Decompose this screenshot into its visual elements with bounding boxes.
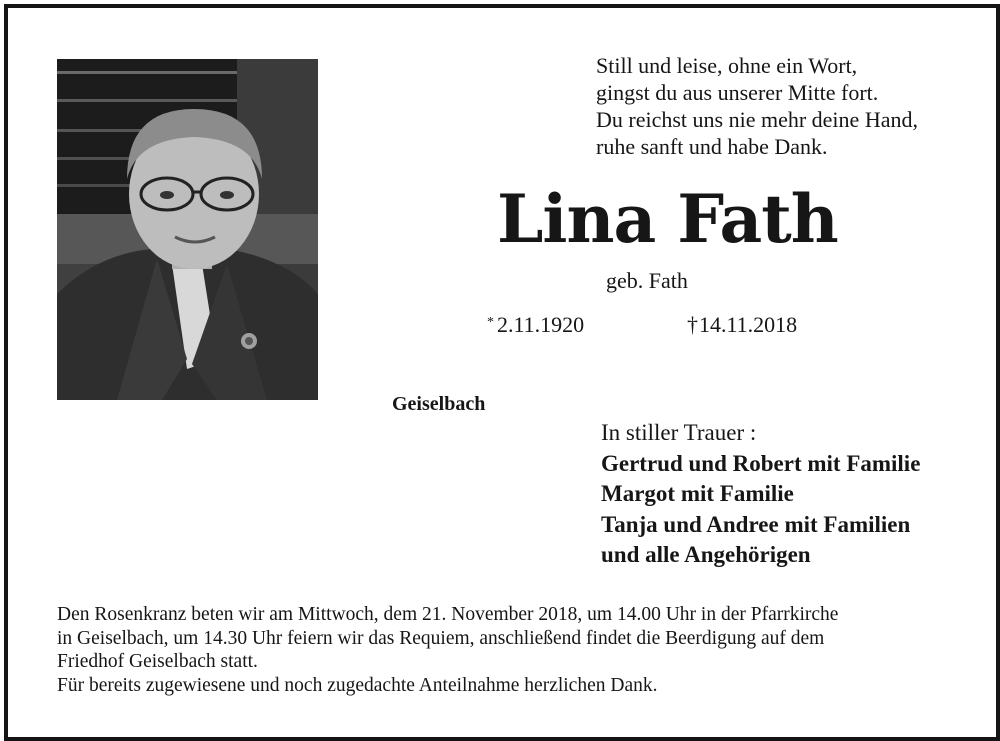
place-name: Geiselbach — [392, 393, 486, 415]
funeral-notice — [57, 603, 838, 697]
deceased-name: Lina Fath — [497, 180, 838, 258]
mourner-line: Margot mit Familie — [601, 481, 794, 506]
mourner-line: und alle Angehörigen — [601, 542, 811, 567]
poem-line: gingst du aus unserer Mitte fort. — [596, 80, 879, 105]
death-date-value: 14.11.2018 — [699, 312, 798, 337]
birth-date — [487, 312, 584, 338]
mourner-line: Gertrud und Robert mit Familie — [601, 450, 921, 476]
notice-line: Friedhof Geiselbach statt. — [57, 651, 258, 672]
memorial-poem — [596, 52, 918, 160]
mourner-line: Tanja und Andree mit Familien — [601, 511, 911, 537]
notice-line: Für bereits zugewiesene und noch zugedachte Anteilnahme herzlichen Dank. — [57, 674, 658, 696]
notice-line: in Geiselbach, um 14.30 Uhr feiern wir das Requiem, anschließend findet die Beerdigung auf dem — [57, 627, 825, 649]
death-date — [687, 312, 797, 338]
portrait-photo — [57, 59, 318, 400]
birth-date-value: 2.11.1920 — [497, 312, 585, 337]
poem-line: Still und leise, ohne ein Wort, — [596, 53, 858, 78]
notice-line: Den Rosenkranz beten wir am Mittwoch, dem 21. November 2018, um 14.00 Uhr in der Pfarrkirche — [57, 604, 839, 625]
poem-line: ruhe sanft und habe Dank. — [596, 134, 828, 159]
mourning-intro: In stiller Trauer : — [601, 420, 757, 445]
birth-star-icon: * — [487, 315, 494, 330]
maiden-name: geb. Fath — [606, 268, 688, 293]
death-cross-icon: † — [687, 312, 698, 337]
poem-line: Du reichst uns nie mehr deine Hand, — [596, 107, 918, 132]
mourners-block — [601, 418, 920, 571]
